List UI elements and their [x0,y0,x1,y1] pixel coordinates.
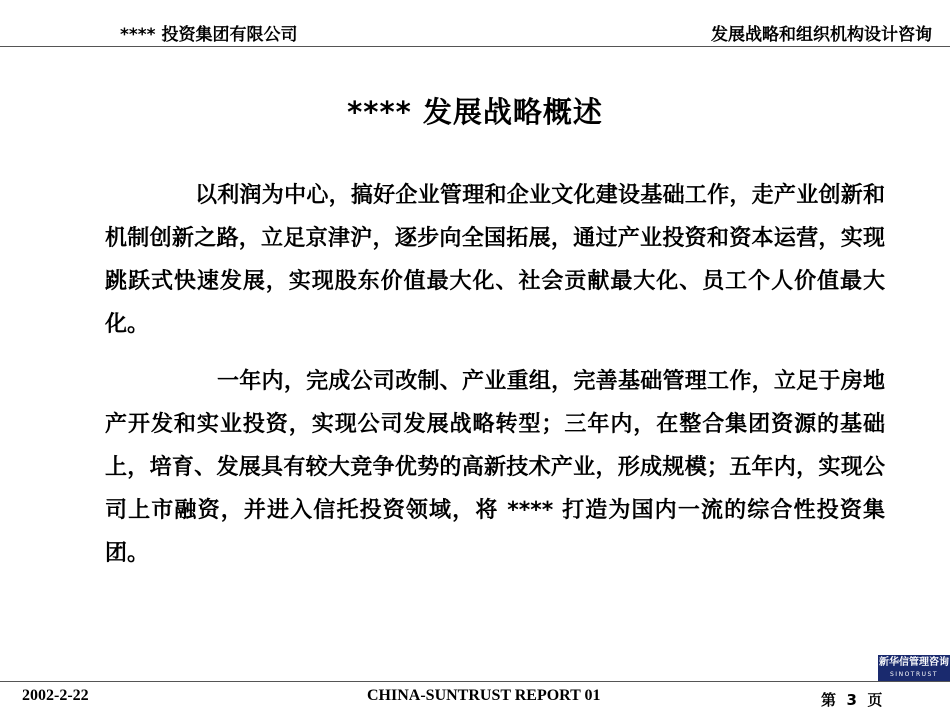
header-divider [0,46,950,47]
footer-report-name: CHINA-SUNTRUST REPORT 01 [367,687,601,704]
paragraph-strategy: 以利润为中心，搞好企业管理和企业文化建设基础工作，走产业创新和机制创新之路，立足京津沪，逐步向全国拓展，通过产业投资和资本运营，实现跳跃式快速发展，实现股东价值最大化、社会贡献最大化、员工个人价值最大化。 [105,183,885,337]
header-project-title: 发展战略和组织机构设计咨询 [711,25,932,45]
header-company-name: **** 投资集团有限公司 [120,25,298,45]
footer-page-number: 第 3 页 [821,691,883,709]
logo-english-text: SINOTRUST [890,671,938,678]
slide-title: **** 发展战略概述 [347,95,603,129]
sinotrust-logo [878,655,950,681]
paragraph-timeline: 一年内，完成公司改制、产业重组，完善基础管理工作，立足于房地产开发和实业投资，实现公司发展战略转型；三年内，在整合集团资源的基础上，培育、发展具有较大竞争优势的高新技术产业，形成规模；五年内，实现公司上市融资，并进入信托投资领域，将 **** 打造为国内一流的综合性投资集团。 [105,369,885,566]
logo-chinese-text: 新华信管理咨询 [879,657,949,668]
footer-date: 2002-2-22 [22,687,89,704]
footer-divider [0,681,950,682]
